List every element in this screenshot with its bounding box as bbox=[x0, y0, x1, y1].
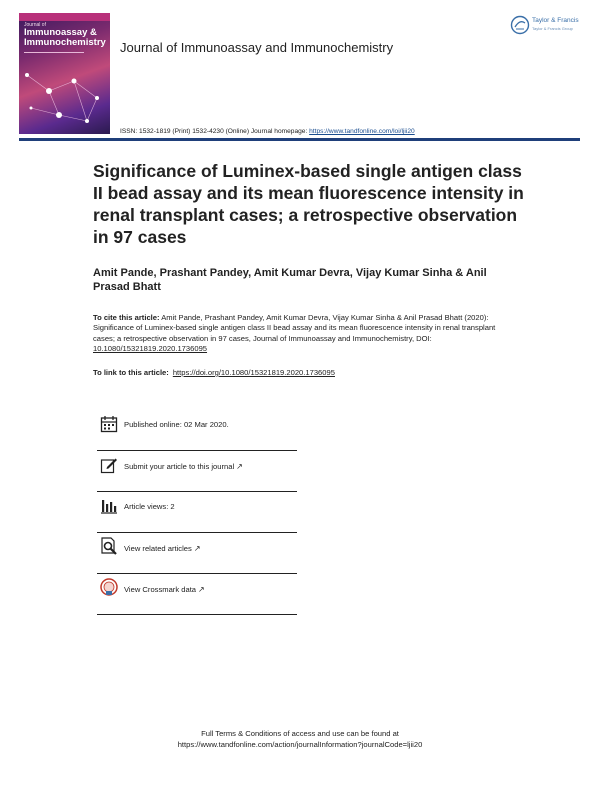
issn-text: ISSN: 1532-1819 (Print) 1532-4230 (Online) Journal homepage: bbox=[120, 128, 310, 135]
header-rule bbox=[19, 138, 580, 141]
crossmark-row[interactable] bbox=[97, 574, 297, 615]
calendar-icon bbox=[100, 415, 118, 433]
article-authors: Amit Pande, Prashant Pandey, Amit Kumar Devra, Vijay Kumar Sinha & Anil Prasad Bhatt bbox=[93, 267, 487, 293]
article-link-line bbox=[93, 368, 335, 377]
submit-article-row[interactable] bbox=[97, 451, 297, 492]
footer bbox=[0, 728, 600, 750]
related-articles-label: View related articles bbox=[124, 544, 192, 553]
issn-line bbox=[120, 128, 415, 135]
external-link-icon: ↗ bbox=[236, 462, 243, 471]
related-articles-link[interactable] bbox=[124, 544, 201, 553]
cover-top-band bbox=[19, 13, 110, 21]
citation-text: Amit Pande, Prashant Pandey, Amit Kumar Devra, Vijay Kumar Sinha & Anil Prasad Bhatt (2020): Significance of Luminex-based single antigen class II bead assay and its mean fluorescence intensity in renal transplant cases; a retrospective observation in 97 cases, Journal of Immunoassay and Immunochemistry, DOI: bbox=[93, 313, 496, 343]
journal-homepage-link[interactable]: https://www.tandfonline.com/loi/ljii20 bbox=[309, 128, 415, 135]
footer-url[interactable]: https://www.tandfonline.com/action/journalInformation?journalCode=ljii20 bbox=[177, 740, 423, 749]
article-doi-url[interactable]: https://doi.org/10.1080/15321819.2020.1736095 bbox=[172, 368, 335, 377]
published-date: Published online: 02 Mar 2020. bbox=[124, 420, 229, 429]
edit-icon bbox=[100, 456, 118, 474]
footer-terms: Full Terms & Conditions of access and use can be found at bbox=[201, 729, 399, 738]
publisher-logo[interactable] bbox=[510, 15, 585, 37]
journal-cover-image bbox=[19, 13, 110, 134]
cover-title: Immunoassay & Immunochemistry bbox=[24, 27, 106, 48]
publisher-group: Taylor & Francis Group bbox=[532, 26, 573, 31]
journal-title[interactable]: Journal of Immunoassay and Immunochemistry bbox=[120, 40, 394, 55]
citation-label: To cite this article: bbox=[93, 313, 160, 322]
document-search-icon bbox=[100, 537, 118, 555]
crossmark-link[interactable] bbox=[124, 585, 205, 594]
taylor-francis-logo-icon bbox=[510, 15, 530, 35]
crossmark-label: View Crossmark data bbox=[124, 585, 197, 594]
cover-series-label: Journal of bbox=[24, 22, 46, 28]
cover-network-graphic bbox=[19, 63, 110, 134]
doi-link[interactable]: 10.1080/15321819.2020.1736095 bbox=[93, 344, 208, 354]
external-link-icon: ↗ bbox=[193, 544, 201, 553]
article-views-count: Article views: 2 bbox=[124, 502, 175, 511]
article-views-row bbox=[97, 492, 297, 533]
link-label: To link to this article: bbox=[93, 368, 169, 377]
external-link-icon: ↗ bbox=[198, 585, 205, 594]
crossmark-icon bbox=[100, 578, 118, 596]
publisher-name: Taylor & Francis bbox=[532, 17, 579, 24]
published-row bbox=[97, 410, 297, 451]
citation-block bbox=[93, 313, 503, 355]
bar-chart-icon bbox=[100, 497, 118, 515]
related-articles-row[interactable] bbox=[97, 533, 297, 574]
submit-article-link[interactable] bbox=[124, 462, 243, 471]
article-title: Significance of Luminex-based single antigen class II bead assay and its mean fluorescence intensity in renal transplant cases; a retrospective observation in 97 cases bbox=[93, 161, 524, 247]
submit-article-label: Submit your article to this journal bbox=[124, 462, 235, 471]
